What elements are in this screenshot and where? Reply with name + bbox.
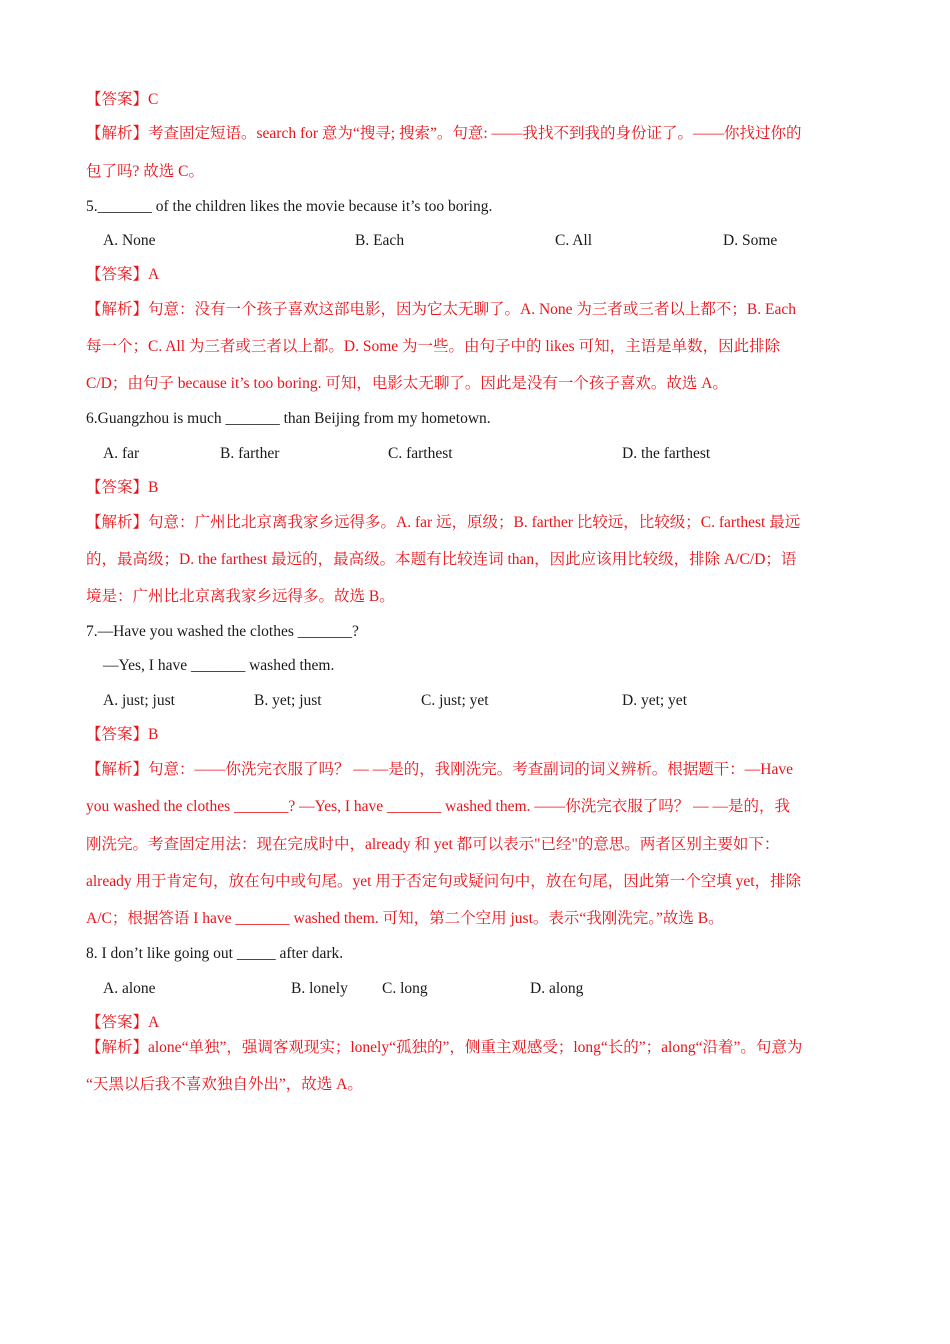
q5-analysis-line: 【解析】句意：没有一个孩子喜欢这部电影，因为它太无聊了。A. None 为三者或三者以上都不；B. Each bbox=[86, 301, 796, 318]
q7-option-a: A. just; just bbox=[103, 692, 175, 709]
q7-answer: 【答案】B bbox=[86, 726, 159, 743]
q7-option-b: B. yet; just bbox=[254, 692, 322, 709]
q8-analysis-line: “天黑以后我不喜欢独自外出”，故选 A。 bbox=[86, 1076, 363, 1093]
q8-option-a: A. alone bbox=[103, 980, 156, 997]
q6-option-a: A. far bbox=[103, 445, 140, 462]
q4-answer: 【答案】C bbox=[86, 91, 159, 108]
q8-option-d: D. along bbox=[530, 980, 584, 997]
q7-stem-reply: —Yes, I have _______ washed them. bbox=[103, 657, 335, 674]
q8-option-b: B. lonely bbox=[291, 980, 348, 997]
q5-analysis-line: C/D；由句子 because it’s too boring. 可知，电影太无聊了。因此是没有一个孩子喜欢。故选 A。 bbox=[86, 375, 728, 392]
q6-stem: 6.Guangzhou is much _______ than Beijing from my hometown. bbox=[86, 410, 491, 427]
q7-analysis-line: already 用于肯定句，放在句中或句尾。yet 用于否定句或疑问句中，放在句尾，因此第一个空填 yet，排除 bbox=[86, 873, 802, 890]
q7-analysis-line: you washed the clothes _______? —Yes, I have _______ washed them. ——你洗完衣服了吗？ — —是的，我 bbox=[86, 798, 791, 815]
q8-answer: 【答案】A bbox=[86, 1014, 160, 1031]
q5-option-a: A. None bbox=[103, 232, 156, 249]
q4-analysis-line: 包了吗? 故选 C。 bbox=[86, 163, 204, 180]
q6-option-b: B. farther bbox=[220, 445, 280, 462]
q6-option-c: C. farthest bbox=[388, 445, 453, 462]
q6-option-d: D. the farthest bbox=[622, 445, 711, 462]
q6-analysis-line: 的，最高级；D. the farthest 最远的，最高级。本题有比较连词 than，因此应该用比较级，排除 A/C/D；语 bbox=[86, 551, 797, 568]
q5-answer: 【答案】A bbox=[86, 266, 160, 283]
q7-analysis-line: 【解析】句意：——你洗完衣服了吗？ — —是的，我刚洗完。考查副词的词义辨析。根据题干：—Have bbox=[86, 761, 793, 778]
q7-option-d: D. yet; yet bbox=[622, 692, 687, 709]
q7-option-c: C. just; yet bbox=[421, 692, 489, 709]
q8-option-c: C. long bbox=[382, 980, 428, 997]
q5-option-c: C. All bbox=[555, 232, 593, 249]
q6-analysis-line: 境是：广州比北京离我家乡远得多。故选 B。 bbox=[86, 588, 395, 605]
q5-stem: 5._______ of the children likes the movie because it’s too boring. bbox=[86, 198, 493, 215]
q5-option-b: B. Each bbox=[355, 232, 405, 249]
q8-analysis-line: 【解析】alone“单独”，强调客观现实；lonely“孤独的”，侧重主观感受；long“长的”；along“沿着”。句意为 bbox=[86, 1039, 803, 1056]
q6-answer: 【答案】B bbox=[86, 479, 159, 496]
q8-stem: 8. I don’t like going out _____ after dark. bbox=[86, 945, 344, 962]
q5-analysis-line: 每一个；C. All 为三者或三者以上都。D. Some 为一些。由句子中的 likes 可知，主语是单数，因此排除 bbox=[86, 338, 781, 355]
q5-option-d: D. Some bbox=[723, 232, 778, 249]
q7-analysis-line: A/C；根据答语 I have _______ washed them. 可知，第二个空用 just。表示“我刚洗完。”故选 B。 bbox=[86, 910, 724, 927]
q7-stem: 7.—Have you washed the clothes _______? bbox=[86, 623, 359, 640]
q7-analysis-line: 刚洗完。考查固定用法：现在完成时中，already 和 yet 都可以表示"已经"的意思。两者区别主要如下： bbox=[86, 836, 780, 853]
q6-analysis-line: 【解析】句意：广州比北京离我家乡远得多。A. far 远，原级；B. farther 比较远，比较级；C. farthest 最远 bbox=[86, 514, 801, 531]
q4-analysis-line: 【解析】考查固定短语。search for 意为“搜寻; 搜索”。句意: ——我找不到我的身份证了。——你找过你的 bbox=[86, 125, 802, 142]
